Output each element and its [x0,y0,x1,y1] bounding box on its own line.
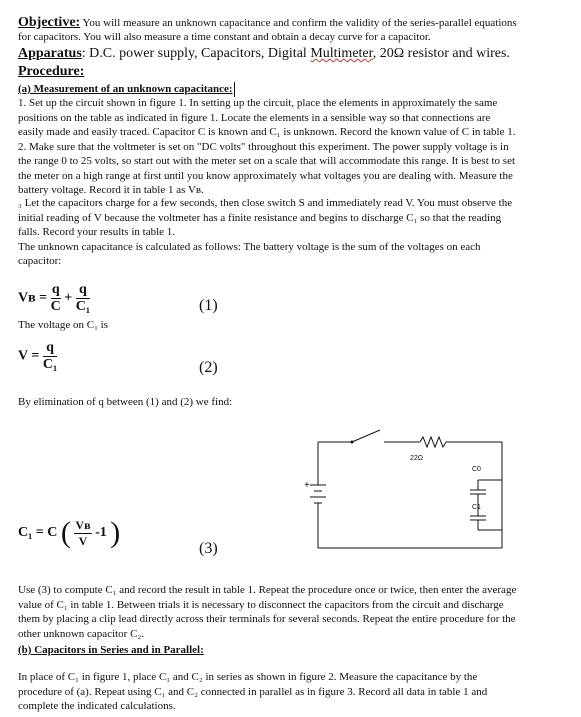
para3-line: other unknown capacitor C₂. [18,627,145,640]
objective-line2: for capacitors. You will also measure a time constant and obtain a decay curve for a capacitor. [18,31,431,43]
equation-3 [18,516,120,550]
para2-line: capacitor: [18,255,62,267]
objective-paragraph [18,14,578,31]
eq3-lhs: C₁ = C [18,525,58,541]
eq1-tag: (1) [199,297,218,314]
para1-line: 1. Set up the circuit shown in figure 1. In setting up the circuit, place the elements in approximately the same [18,97,498,109]
circuit-diagram [300,420,540,560]
voltage-on-c1-text: The voltage on C₁ is [18,319,108,331]
switch-pivot [351,441,354,444]
eq1-lhs: Vʙ = [18,290,48,306]
objective-line1: You will measure an unknown capacitance and confirm the validity of the series-parallel equations [82,17,517,29]
apparatus-text-before: : D.C. power supply, Capacitors, Digital [81,46,311,61]
switch-blade [352,430,380,442]
para2-line: initial reading of V because the voltmeter has a finite resistance and begins to discharge C₁ so that the reading [18,211,502,224]
section-b-line: In place of C₁ in figure 1, place C₁ and C₂ in series as shown in figure 2. Measure the capacitance by the [18,671,478,683]
apparatus-label: Apparatus [18,46,82,61]
equation-2 [18,340,57,373]
resistor-label: 22Ω [410,455,424,462]
apparatus-multimeter: Multimeter [310,46,373,61]
equation-1 [18,282,90,315]
eq3-right-paren: ) [110,516,121,549]
section-b-para [18,670,487,714]
apparatus-paragraph [18,45,510,62]
para3-line: Use (3) to compute C₁ and record the result in table 1. Repeat the procedure once or twice, then enter the average [18,584,517,596]
eq3-fraction: $\frac{\text{Vʙ}}{V}$ [75,517,91,548]
eq3-minus-one: -1 [95,525,107,541]
eq3-left-paren: ( [60,516,71,549]
para3-line: value of C₁ in table 1. Between trials it is necessary to disconnect the capacitors from the circuit and discharge [18,598,504,611]
procedure-heading: Procedure: [18,64,85,79]
section-b-line: complete the indicated calculations. [18,700,176,712]
eq2-fraction: $\frac{q}{\text{C₁}}$ [42,340,58,372]
para1-line: easily made and easily traced. Capacitor C is known and C₁ is unknown. Record the known value of C in table 1. [18,126,516,138]
para2-line: The unknown capacitance is calculated as follows: The battery voltage is the sum of the voltages on each [18,240,481,253]
objective-label: Objective: [18,15,81,30]
para2-line: falls. Record your results in table 1. [18,226,176,238]
eq1-fraction-2: $\frac{q}{\text{C₁}}$ [75,282,91,314]
section-b-heading: (b) Capacitors in Series and in Parallel: [18,644,204,656]
eq1-fraction-1: $\frac{q}{C}$ [50,282,61,314]
para3-line: them by placing a clip lead directly across their terminals for several seconds. Repeat the entire procedure for the [18,613,516,625]
eq2-tag: (2) [199,359,218,376]
c0-label: C0 [472,466,481,473]
section-b-line: procedure of (a). Repeat using C₁ and C₂ connected in parallel as in figure 3. Record all data in table 1 and [18,685,488,698]
section-a-para1 [18,96,516,198]
eq1-plus: + [64,290,73,306]
para1-line: 2. Make sure that the voltmeter is set on "DC volts" throughout this experiment. The power supply voltage is in [18,140,509,153]
para2-line: ₃ Let the capacitors charge for a few seconds, then close switch S and immediately read V. You must observe the [18,197,513,209]
resistor-symbol [420,437,446,447]
para1-line: positions on the table as indicated in figure 1. Locate the elements in a sensible way so that connections are [18,111,491,124]
section-a-para3 [18,583,516,641]
para1-line: the range 0 to 25 volts, so start out with the meter set on a scale that will accommodate this range. It is best to set [18,155,516,167]
battery-plus-label: + [304,480,310,491]
para1-line: the meter on a high range at first until you know approximately what voltages you are dealing with. Measure the [18,169,513,182]
section-a-heading: (a) Measurement of an unknown capacitance: [18,83,233,95]
section-a-para2 [18,196,512,269]
eq2-lhs: V = [18,348,40,364]
apparatus-text-after: , 20Ω resistor and wires. [372,46,510,61]
para1-line: battery voltage. Record it in table 1 as Vʙ. [18,184,204,196]
eq3-tag: (3) [199,540,218,557]
elimination-text: By elimination of q between (1) and (2) we find: [18,396,233,408]
c1-label: C1 [472,504,481,511]
